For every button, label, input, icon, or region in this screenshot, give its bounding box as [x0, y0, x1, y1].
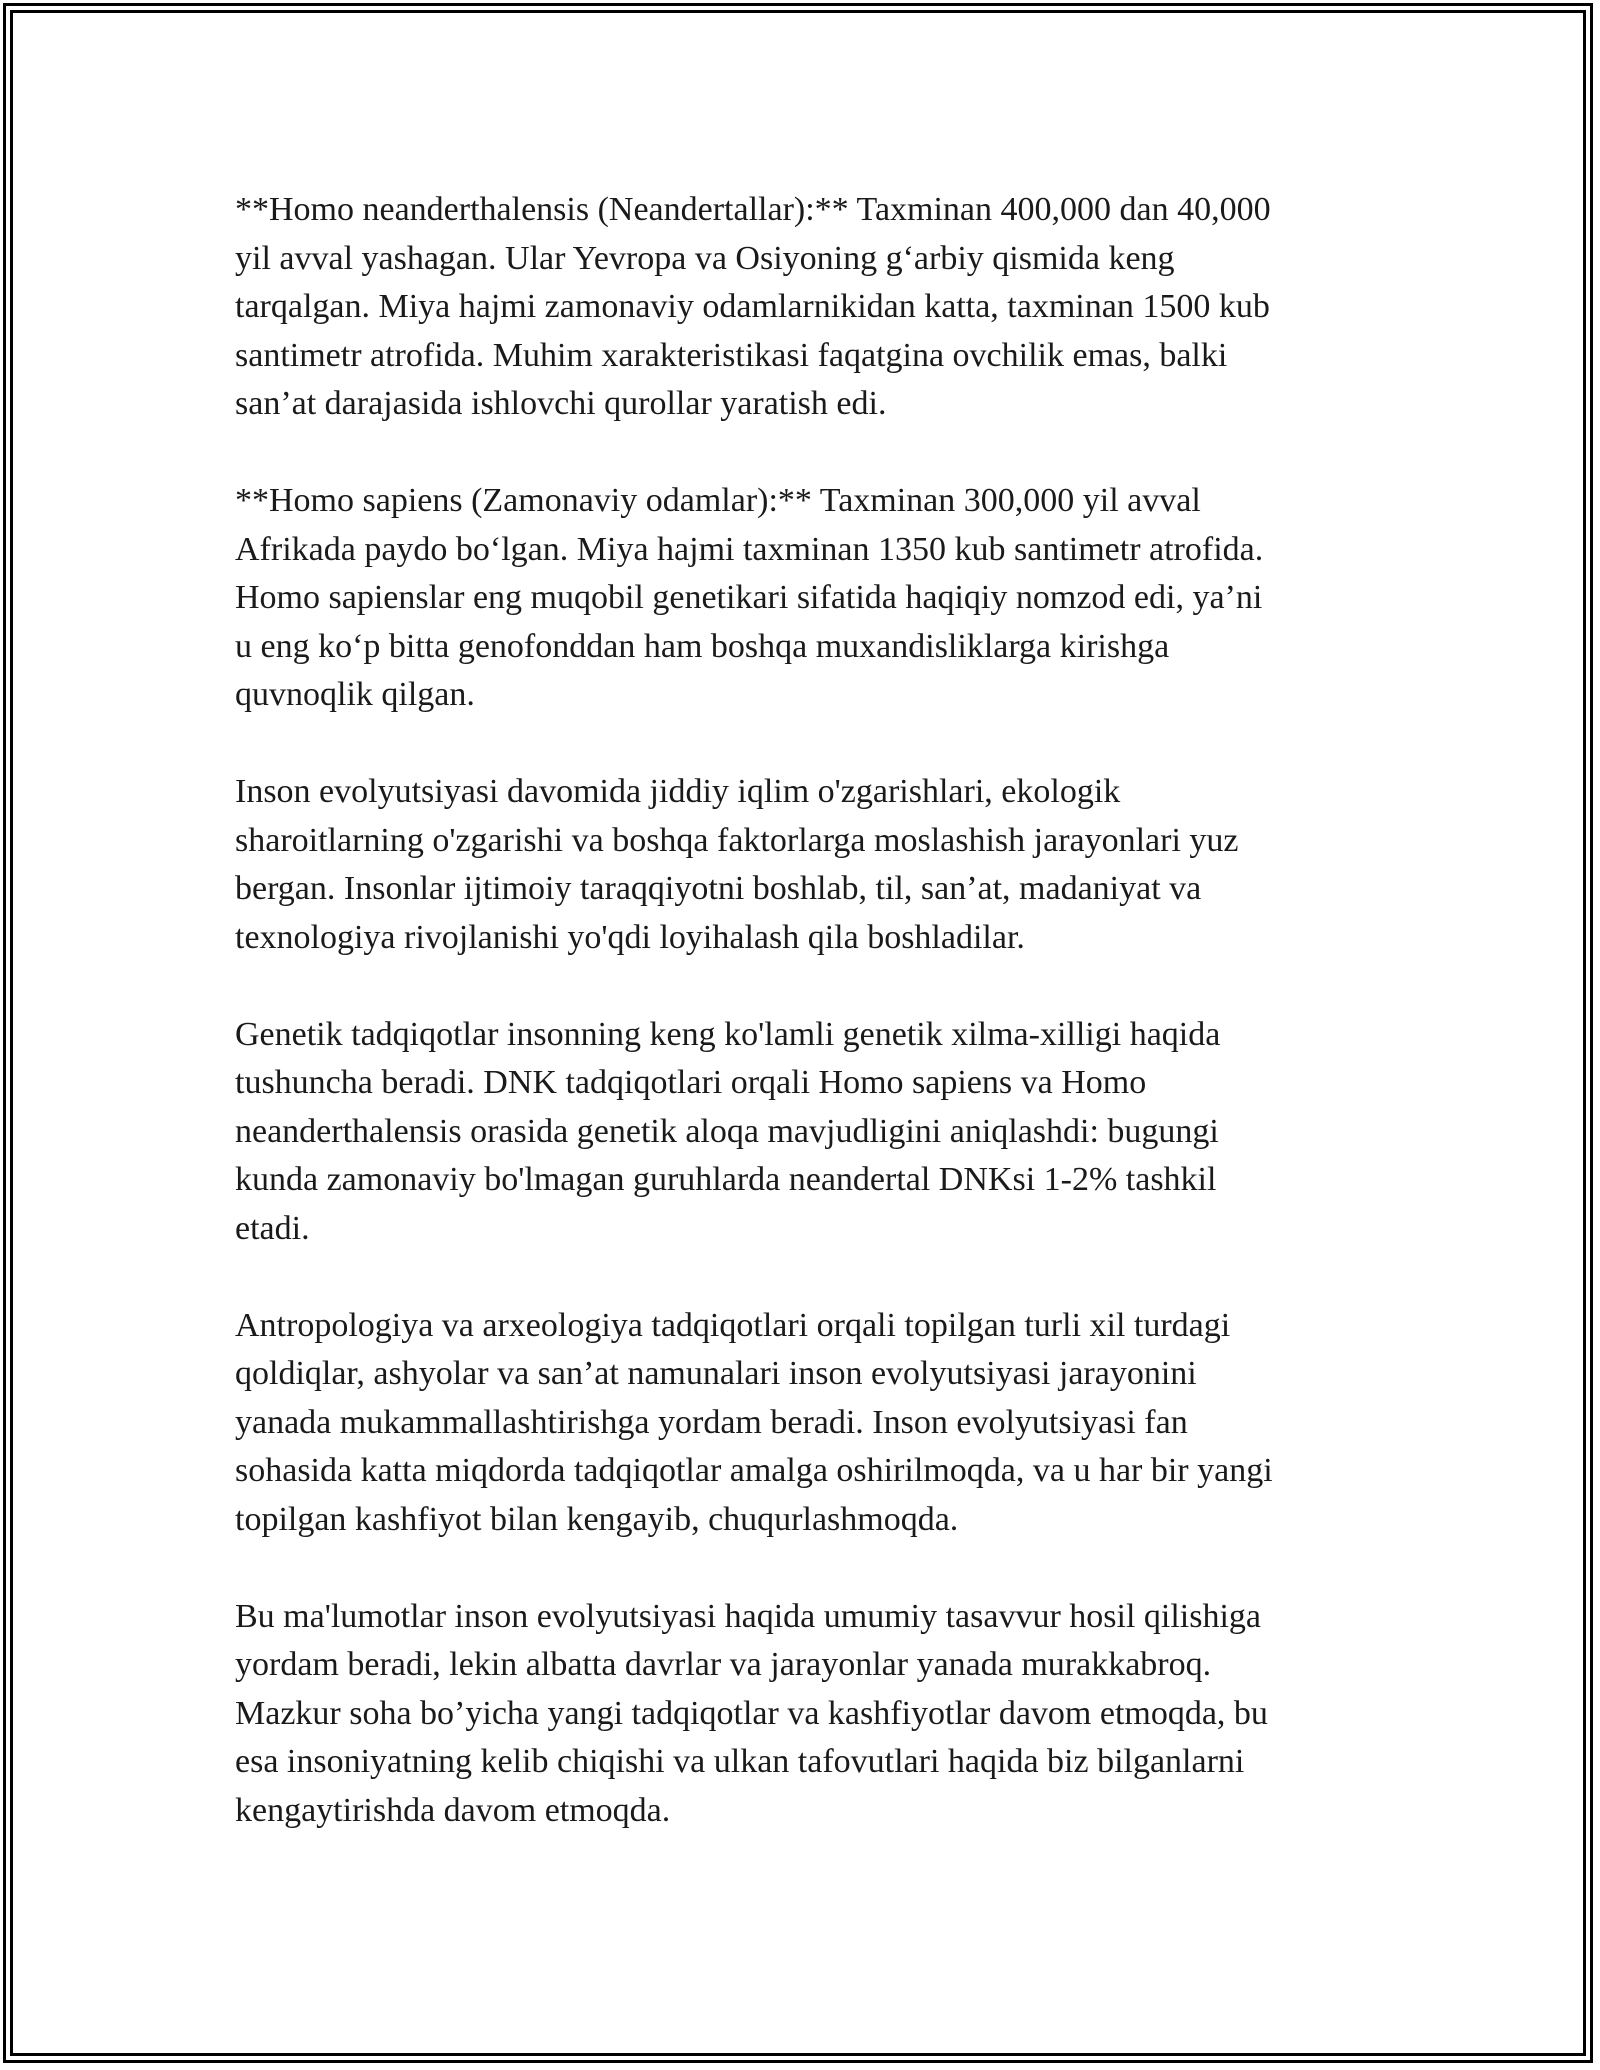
paragraph-genetic-research: Genetik tadqiqotlar insonning keng ko'lamli genetik xilma-xilligi haqida tushuncha beradi. DNK tadqiqotlari orqali Homo sapiens va Homo neanderthalensis orasida genetik aloqa mavjudligini aniqlashdi: bugungi kunda zamonaviy bo'lmagan guruhlarda neandertal DNKsi 1-2% tashkil etadi. [235, 1015, 1221, 1247]
paragraph-homo-sapiens: **Homo sapiens (Zamonaviy odamlar):** Taxminan 300,000 yil avval Afrikada paydo bo‘lgan. Miya hajmi taxminan 1350 kub santimetr atrofida. Homo sapienslar eng muqobil genetikari sifatida haqiqiy nomzod edi, ya’ni u eng ko‘p bitta genofonddan ham boshqa muxandisliklarga kirishga quvnoqlik qilgan. [235, 482, 1264, 713]
document-body [235, 186, 1375, 1835]
paragraph-climate-adaptation: Inson evolyutsiyasi davomida jiddiy iqlim o'zgarishlari, ekologik sharoitlarning o'zgarishi va boshqa faktorlarga moslashish jarayonlari yuz bergan. Insonlar ijtimoiy taraqqiyotni boshlab, til, san’at, madaniyat va texnologiya rivojlanishi yo'qdi loyihalash qila boshladilar. [235, 773, 1239, 956]
paragraph-homo-neanderthalensis: **Homo neanderthalensis (Neandertallar):** Taxminan 400,000 dan 40,000 yil avval yashagan. Ular Yevropa va Osiyoning g‘arbiy qismida keng tarqalgan. Miya hajmi zamonaviy odamlarnikidan katta, taxminan 1500 kub santimetr atrofida. Muhim xarakteristikasi faqatgina ovchilik emas, balki san’at darajasida ishlovchi qurollar yaratish edi. [235, 191, 1271, 422]
paragraph-anthropology-archaeology: Antropologiya va arxeologiya tadqiqotlari orqali topilgan turli xil turdagi qoldiqlar, ashyolar va san’at namunalari inson evolyutsiyasi jarayonini yanada mukammallashtirishga yordam beradi. Inson evolyutsiyasi fan sohasida katta miqdorda tadqiqotlar amalga oshirilmoqda, va u har bir yangi topilgan kashfiyot bilan kengayib, chuqurlashmoqda. [235, 1306, 1273, 1538]
paragraph-conclusion: Bu ma'lumotlar inson evolyutsiyasi haqida umumiy tasavvur hosil qilishiga yordam beradi, lekin albatta davrlar va jarayonlar yanada murakkabroq. Mazkur soha bo’yicha yangi tadqiqotlar va kashfiyotlar davom etmoqda, bu esa insoniyatning kelib chiqishi va ulkan tafovutlari haqida biz bilganlarni kengaytirishda davom etmoqda. [235, 1597, 1268, 1829]
